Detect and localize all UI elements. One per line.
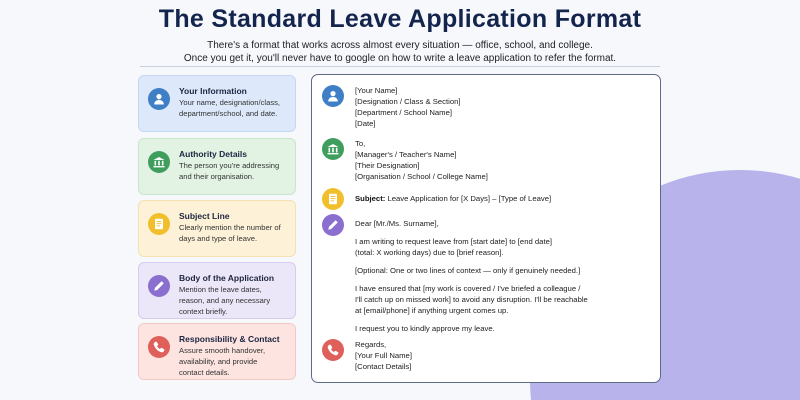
card-body-of-application	[138, 262, 296, 319]
card-line: context briefly.	[179, 307, 228, 316]
sender-designation: [Designation / Class & Section]	[355, 97, 461, 106]
card-line: reason, and any necessary	[179, 296, 271, 305]
body-line: I am writing to request leave from [start date] to [end date]	[355, 237, 552, 246]
recipient-organisation: [Organisation / School / College Name]	[355, 172, 488, 181]
card-title: Body of the Application	[179, 273, 275, 283]
card-your-information	[138, 75, 296, 132]
body-paragraph-3	[355, 283, 588, 316]
card-line: contact details.	[179, 368, 230, 377]
header	[0, 4, 800, 65]
card-line: The person you're addressing	[179, 161, 280, 170]
recipient-name: [Manager's / Teacher's Name]	[355, 150, 457, 159]
phone-icon	[148, 336, 170, 358]
divider	[140, 66, 660, 67]
sender-date: [Date]	[355, 119, 376, 128]
card-line: Mention the leave dates,	[179, 285, 262, 294]
letter-body-block	[322, 214, 588, 341]
closing-contact: [Contact Details]	[355, 362, 412, 371]
pencil-icon	[322, 214, 344, 236]
body-line: at [email/phone] if anything urgent comes up.	[355, 306, 509, 315]
body-line: (total: X working days) due to [brief reason].	[355, 248, 504, 257]
sender-department: [Department / School Name]	[355, 108, 452, 117]
card-subject-line	[138, 200, 296, 257]
subject-label: Subject:	[355, 194, 386, 203]
card-line: availability, and provide	[179, 357, 258, 366]
letter-recipient-block	[322, 138, 488, 182]
page-title: The Standard Leave Application Format	[158, 5, 642, 33]
salutation: Dear [Mr./Ms. Surname],	[355, 219, 439, 228]
card-line: Assure smooth handover,	[179, 346, 266, 355]
card-title: Subject Line	[179, 211, 230, 221]
card-title: Responsibility & Contact	[179, 334, 280, 344]
recipient-designation: [Their Designation]	[355, 161, 420, 170]
card-title: Your Information	[179, 86, 247, 96]
bank-icon	[148, 151, 170, 173]
bank-icon	[322, 138, 344, 160]
phone-icon	[322, 339, 344, 361]
page-subtitle	[0, 39, 800, 65]
body-paragraph-1	[355, 236, 588, 258]
body-line: I have ensured that [my work is covered / I've briefed a colleague /	[355, 284, 581, 293]
card-line: days and type of leave.	[179, 234, 258, 243]
card-line: and their organisation.	[179, 172, 255, 181]
recipient-to: To,	[355, 139, 366, 148]
body-paragraph-4: I request you to kindly approve my leave.	[355, 324, 495, 333]
card-line: Clearly mention the number of	[179, 223, 281, 232]
letter-sender-block	[322, 85, 461, 129]
card-line: department/school, and date.	[179, 109, 278, 118]
body-paragraph-2: [Optional: One or two lines of context — only if genuinely needed.]	[355, 266, 581, 275]
pencil-icon	[148, 275, 170, 297]
letter-template	[311, 74, 661, 383]
document-icon	[148, 213, 170, 235]
card-title: Authority Details	[179, 149, 248, 159]
document-icon	[322, 188, 344, 210]
person-icon	[148, 88, 170, 110]
card-responsibility-contact	[138, 323, 296, 380]
letter-closing-block	[322, 339, 412, 372]
subtitle-line-1: There's a format that works across almost every situation — office, school, and college.	[207, 40, 593, 51]
card-line: Your name, designation/class,	[179, 98, 281, 107]
sender-name: [Your Name]	[355, 86, 398, 95]
body-line: I'll catch up on missed work] to avoid any disruption. I'll be reachable	[355, 295, 588, 304]
letter-subject-block	[322, 188, 551, 210]
subtitle-line-2: Once you get it, you'll never have to google on how to write a leave application to refer the format.	[183, 53, 617, 64]
person-icon	[322, 85, 344, 107]
closing-regards: Regards,	[355, 340, 387, 349]
closing-name: [Your Full Name]	[355, 351, 412, 360]
card-authority-details	[138, 138, 296, 195]
subject-text: Leave Application for [X Days] – [Type of Leave]	[387, 194, 552, 203]
